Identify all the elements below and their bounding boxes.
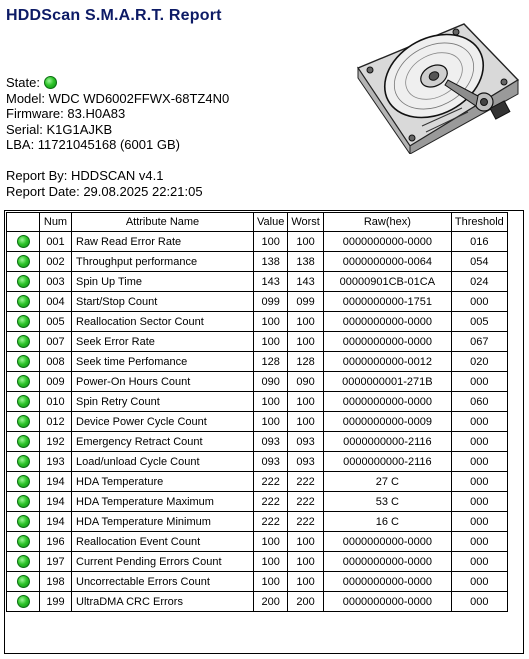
threshold-cell: 000: [451, 552, 507, 572]
threshold-cell: 000: [451, 432, 507, 452]
table-row: [7, 292, 508, 312]
raw-cell: 0000000000-0012: [323, 352, 451, 372]
attribute-name-cell: UltraDMA CRC Errors: [72, 592, 254, 612]
worst-cell: 100: [288, 232, 324, 252]
threshold-cell: 067: [451, 332, 507, 352]
table-row: [7, 272, 508, 292]
threshold-cell: 000: [451, 532, 507, 552]
header-status: [7, 213, 40, 232]
green-status-dot-icon: [17, 535, 30, 548]
worst-cell: 138: [288, 252, 324, 272]
raw-cell: 0000000000-0000: [323, 392, 451, 412]
table-row: [7, 352, 508, 372]
header-worst: Worst: [288, 213, 324, 232]
table-body: [7, 232, 508, 612]
threshold-cell: 005: [451, 312, 507, 332]
worst-cell: 100: [288, 572, 324, 592]
threshold-cell: 020: [451, 352, 507, 372]
num-cell: 193: [40, 452, 72, 472]
drive-info: [6, 75, 229, 199]
table-row: [7, 432, 508, 452]
value-cell: 090: [254, 372, 288, 392]
report-title: HDDScan S.M.A.R.T. Report: [6, 7, 222, 24]
green-status-dot-icon: [17, 275, 30, 288]
value-cell: 128: [254, 352, 288, 372]
worst-cell: 090: [288, 372, 324, 392]
num-cell: 194: [40, 512, 72, 532]
status-cell: [7, 492, 40, 512]
attribute-name-cell: Spin Up Time: [72, 272, 254, 292]
status-cell: [7, 372, 40, 392]
attribute-name-cell: Spin Retry Count: [72, 392, 254, 412]
num-cell: 003: [40, 272, 72, 292]
attribute-name-cell: Load/unload Cycle Count: [72, 452, 254, 472]
model-text: Model: WDC WD6002FFWX-68TZ4N0: [6, 90, 230, 106]
serial-text: Serial: K1G1AJKB: [6, 121, 113, 137]
worst-cell: 100: [288, 392, 324, 412]
attribute-name-cell: Seek time Perfomance: [72, 352, 254, 372]
table-row: [7, 332, 508, 352]
table-row: [7, 312, 508, 332]
status-cell: [7, 332, 40, 352]
status-cell: [7, 312, 40, 332]
raw-cell: 27 C: [323, 472, 451, 492]
raw-cell: 0000000000-0000: [323, 332, 451, 352]
status-cell: [7, 532, 40, 552]
green-status-dot-icon: [17, 555, 30, 568]
num-cell: 192: [40, 432, 72, 452]
threshold-cell: 000: [451, 572, 507, 592]
value-cell: 222: [254, 492, 288, 512]
green-status-dot-icon: [17, 255, 30, 268]
value-cell: 093: [254, 452, 288, 472]
attribute-name-cell: Seek Error Rate: [72, 332, 254, 352]
threshold-cell: 016: [451, 232, 507, 252]
worst-cell: 100: [288, 412, 324, 432]
table-header-row: [7, 213, 508, 232]
num-cell: 009: [40, 372, 72, 392]
worst-cell: 143: [288, 272, 324, 292]
green-status-dot-icon: [17, 335, 30, 348]
attribute-name-cell: HDA Temperature Minimum: [72, 512, 254, 532]
table-row: [7, 512, 508, 532]
num-cell: 002: [40, 252, 72, 272]
threshold-cell: 000: [451, 592, 507, 612]
num-cell: 194: [40, 492, 72, 512]
attribute-name-cell: HDA Temperature: [72, 472, 254, 492]
num-cell: 194: [40, 472, 72, 492]
green-status-dot-icon: [17, 395, 30, 408]
smart-attributes-table: [6, 212, 508, 612]
green-status-dot-icon: [17, 455, 30, 468]
status-cell: [7, 272, 40, 292]
state-label: State:: [6, 75, 40, 90]
raw-cell: 0000000000-2116: [323, 452, 451, 472]
attribute-name-cell: Raw Read Error Rate: [72, 232, 254, 252]
header-raw: Raw(hex): [323, 213, 451, 232]
raw-cell: 0000000000-0000: [323, 532, 451, 552]
raw-cell: 0000000000-0064: [323, 252, 451, 272]
threshold-cell: 054: [451, 252, 507, 272]
raw-cell: 0000000000-0000: [323, 312, 451, 332]
raw-cell: 0000000000-0000: [323, 592, 451, 612]
worst-cell: 100: [288, 312, 324, 332]
green-status-dot-icon: [17, 595, 30, 608]
value-cell: 100: [254, 392, 288, 412]
raw-cell: 0000000000-2116: [323, 432, 451, 452]
num-cell: 197: [40, 552, 72, 572]
table-row: [7, 552, 508, 572]
value-cell: 100: [254, 572, 288, 592]
green-status-dot-icon: [17, 475, 30, 488]
green-status-dot-icon: [44, 76, 57, 89]
threshold-cell: 024: [451, 272, 507, 292]
worst-cell: 100: [288, 332, 324, 352]
report-date-text: Report Date: 29.08.2025 22:21:05: [6, 183, 203, 199]
raw-cell: 0000000000-0000: [323, 572, 451, 592]
worst-cell: 093: [288, 432, 324, 452]
value-cell: 222: [254, 472, 288, 492]
value-cell: 093: [254, 432, 288, 452]
value-cell: 100: [254, 412, 288, 432]
num-cell: 004: [40, 292, 72, 312]
num-cell: 198: [40, 572, 72, 592]
status-cell: [7, 232, 40, 252]
num-cell: 199: [40, 592, 72, 612]
raw-cell: 0000000001-271B: [323, 372, 451, 392]
attribute-name-cell: Device Power Cycle Count: [72, 412, 254, 432]
raw-cell: 0000000000-0000: [323, 552, 451, 572]
threshold-cell: 000: [451, 452, 507, 472]
attribute-name-cell: HDA Temperature Maximum: [72, 492, 254, 512]
worst-cell: 100: [288, 552, 324, 572]
threshold-cell: 000: [451, 372, 507, 392]
worst-cell: 222: [288, 472, 324, 492]
threshold-cell: 000: [451, 412, 507, 432]
header-attribute-name: Attribute Name: [72, 213, 254, 232]
attribute-name-cell: Start/Stop Count: [72, 292, 254, 312]
green-status-dot-icon: [17, 415, 30, 428]
green-status-dot-icon: [17, 315, 30, 328]
header-num: Num: [40, 213, 72, 232]
num-cell: 001: [40, 232, 72, 252]
num-cell: 008: [40, 352, 72, 372]
raw-cell: 00000901CB-01CA: [323, 272, 451, 292]
raw-cell: 0000000000-0000: [323, 232, 451, 252]
state-row: [6, 75, 229, 91]
raw-cell: 0000000000-0009: [323, 412, 451, 432]
threshold-cell: 000: [451, 472, 507, 492]
status-cell: [7, 572, 40, 592]
status-cell: [7, 252, 40, 272]
status-cell: [7, 392, 40, 412]
worst-cell: 100: [288, 532, 324, 552]
attribute-name-cell: Emergency Retract Count: [72, 432, 254, 452]
table-row: [7, 412, 508, 432]
raw-cell: 16 C: [323, 512, 451, 532]
threshold-cell: 000: [451, 512, 507, 532]
hard-disk-drive-icon: [352, 6, 522, 154]
worst-cell: 222: [288, 492, 324, 512]
num-cell: 007: [40, 332, 72, 352]
value-cell: 138: [254, 252, 288, 272]
green-status-dot-icon: [17, 495, 30, 508]
value-cell: 100: [254, 552, 288, 572]
num-cell: 196: [40, 532, 72, 552]
table-row: [7, 372, 508, 392]
table-row: [7, 492, 508, 512]
lba-text: LBA: 11721045168 (6001 GB): [6, 137, 180, 152]
green-status-dot-icon: [17, 355, 30, 368]
threshold-cell: 060: [451, 392, 507, 412]
worst-cell: 200: [288, 592, 324, 612]
worst-cell: 128: [288, 352, 324, 372]
status-cell: [7, 412, 40, 432]
attribute-name-cell: Power-On Hours Count: [72, 372, 254, 392]
table-row: [7, 572, 508, 592]
header-threshold: Threshold: [451, 213, 507, 232]
worst-cell: 222: [288, 512, 324, 532]
table-row: [7, 532, 508, 552]
table-row: [7, 232, 508, 252]
status-cell: [7, 292, 40, 312]
attribute-name-cell: Reallocation Event Count: [72, 532, 254, 552]
attribute-name-cell: Current Pending Errors Count: [72, 552, 254, 572]
num-cell: 005: [40, 312, 72, 332]
threshold-cell: 000: [451, 292, 507, 312]
worst-cell: 093: [288, 452, 324, 472]
table-row: [7, 472, 508, 492]
worst-cell: 099: [288, 292, 324, 312]
table-row: [7, 392, 508, 412]
value-cell: 143: [254, 272, 288, 292]
report-by-text: Report By: HDDSCAN v4.1: [6, 168, 164, 183]
attribute-name-cell: Throughput performance: [72, 252, 254, 272]
value-cell: 100: [254, 232, 288, 252]
table-row: [7, 592, 508, 612]
firmware-text: Firmware: 83.H0A83: [6, 106, 126, 121]
num-cell: 012: [40, 412, 72, 432]
value-cell: 100: [254, 312, 288, 332]
status-cell: [7, 592, 40, 612]
table-row: [7, 252, 508, 272]
attribute-name-cell: Uncorrectable Errors Count: [72, 572, 254, 592]
table-row: [7, 452, 508, 472]
value-cell: 100: [254, 332, 288, 352]
green-status-dot-icon: [17, 235, 30, 248]
raw-cell: 0000000000-1751: [323, 292, 451, 312]
num-cell: 010: [40, 392, 72, 412]
status-cell: [7, 352, 40, 372]
attribute-name-cell: Reallocation Sector Count: [72, 312, 254, 332]
green-status-dot-icon: [17, 515, 30, 528]
green-status-dot-icon: [17, 575, 30, 588]
status-cell: [7, 512, 40, 532]
green-status-dot-icon: [17, 295, 30, 308]
value-cell: 200: [254, 592, 288, 612]
status-cell: [7, 452, 40, 472]
status-cell: [7, 432, 40, 452]
raw-cell: 53 C: [323, 492, 451, 512]
status-cell: [7, 552, 40, 572]
threshold-cell: 000: [451, 492, 507, 512]
value-cell: 100: [254, 532, 288, 552]
green-status-dot-icon: [17, 375, 30, 388]
header-value: Value: [254, 213, 288, 232]
green-status-dot-icon: [17, 435, 30, 448]
status-cell: [7, 472, 40, 492]
value-cell: 222: [254, 512, 288, 532]
value-cell: 099: [254, 292, 288, 312]
